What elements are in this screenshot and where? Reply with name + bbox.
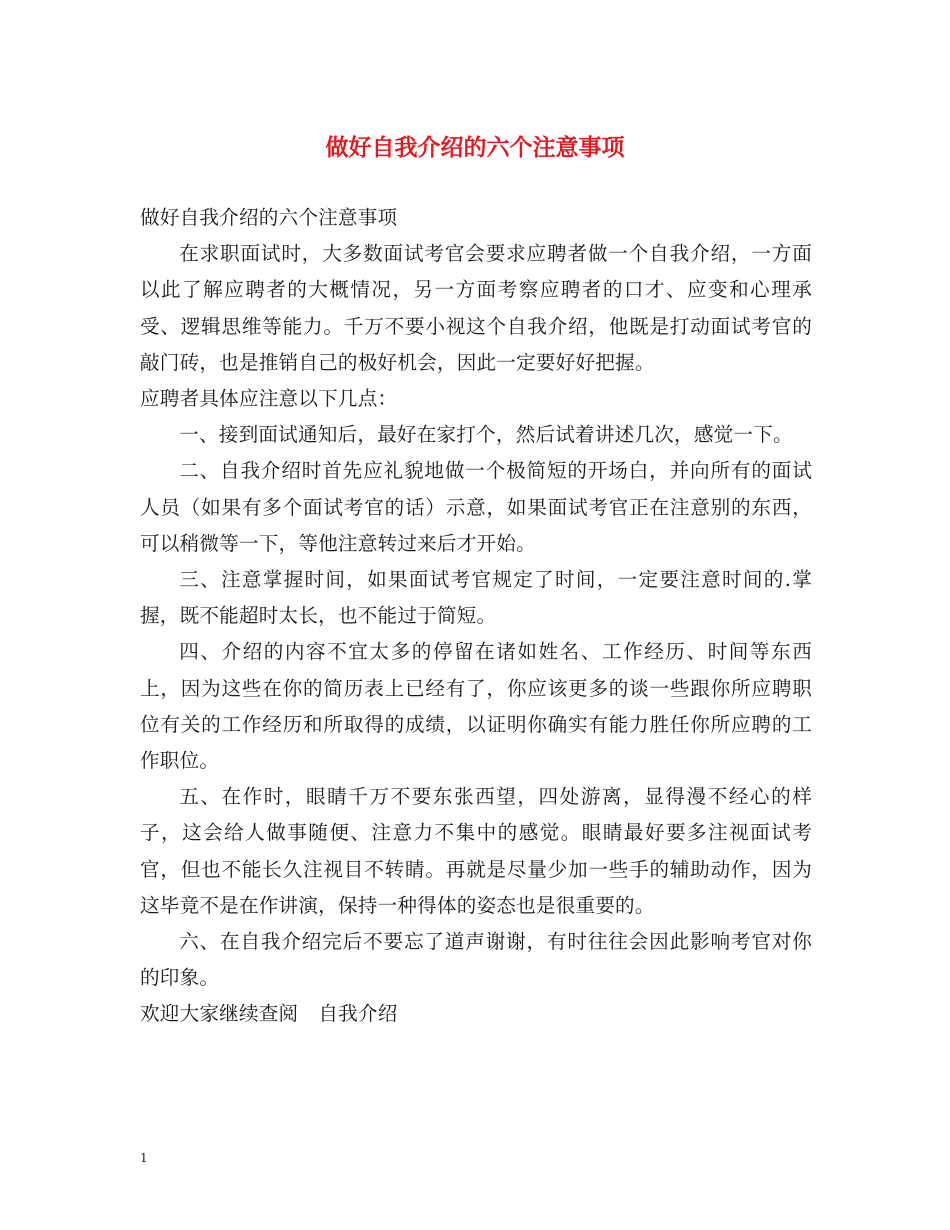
point-6-paragraph: 六、在自我介绍完后不要忘了道声谢谢，有时往往会因此影响考官对你的印象。 bbox=[140, 930, 812, 990]
point-5-paragraph: 五、在作时，眼睛千万不要东张西望，四处游离，显得漫不经心的样子，这会给人做事随便、注意力不集中的感觉。眼睛最好要多注视面试考官，但也不能长久注视目不转睛。再就是尽量少加一些手的辅助动作，因为这毕竟不是在作讲演，保持一种得体的姿态也是很重要的。 bbox=[140, 785, 812, 917]
intro-paragraph bbox=[140, 236, 812, 417]
document-title: 做好自我介绍的六个注意事项 bbox=[325, 134, 625, 161]
footer-link[interactable]: 自我介绍 bbox=[318, 1002, 398, 1026]
point-4-paragraph: 四、介绍的内容不宜太多的停留在诸如姓名、工作经历、时间等东西上，因为这些在你的简历表上已经有了，你应该更多的谈一些跟你所应聘职位有关的工作经历和所取得的成绩，以证明你确实有能力胜任你所应聘的工作职位。 bbox=[140, 640, 812, 773]
point-1-paragraph: 一、接到面试通知后，最好在家打个，然后试着讲述几次，感觉一下。 bbox=[179, 423, 793, 447]
lead-in-text: 应聘者具体应注意以下几点： bbox=[140, 387, 398, 411]
intro-text: 在求职面试时，大多数面试考官会要求应聘者做一个自我介绍，一方面以此了解应聘者的大概情况，另一方面考察应聘者的口才、应变和心理承受、逻辑思维等能力。千万不要小视这个自我介绍，他既是打动面试考官的敲门砖，也是推销自己的极好机会，因此一定要好好把握。 bbox=[140, 242, 812, 374]
point-2-paragraph: 二、自我介绍时首先应礼貌地做一个极简短的开场白，并向所有的面试人员（如果有多个面试考官的话）示意，如果面试考官正在注意别的东西，可以稍微等一下，等他注意转过来后才开始。 bbox=[140, 459, 812, 555]
page-number: 1 bbox=[140, 1151, 148, 1165]
document-body bbox=[140, 200, 812, 1033]
footer-text: 欢迎大家继续查阅 bbox=[140, 1002, 299, 1026]
footer-line bbox=[140, 996, 812, 1032]
document-subtitle: 做好自我介绍的六个注意事项 bbox=[140, 206, 398, 229]
point-3-paragraph: 三、注意掌握时间，如果面试考官规定了时间，一定要注意时间的.掌握，既不能超时太长，也不能过于简短。 bbox=[140, 568, 812, 628]
